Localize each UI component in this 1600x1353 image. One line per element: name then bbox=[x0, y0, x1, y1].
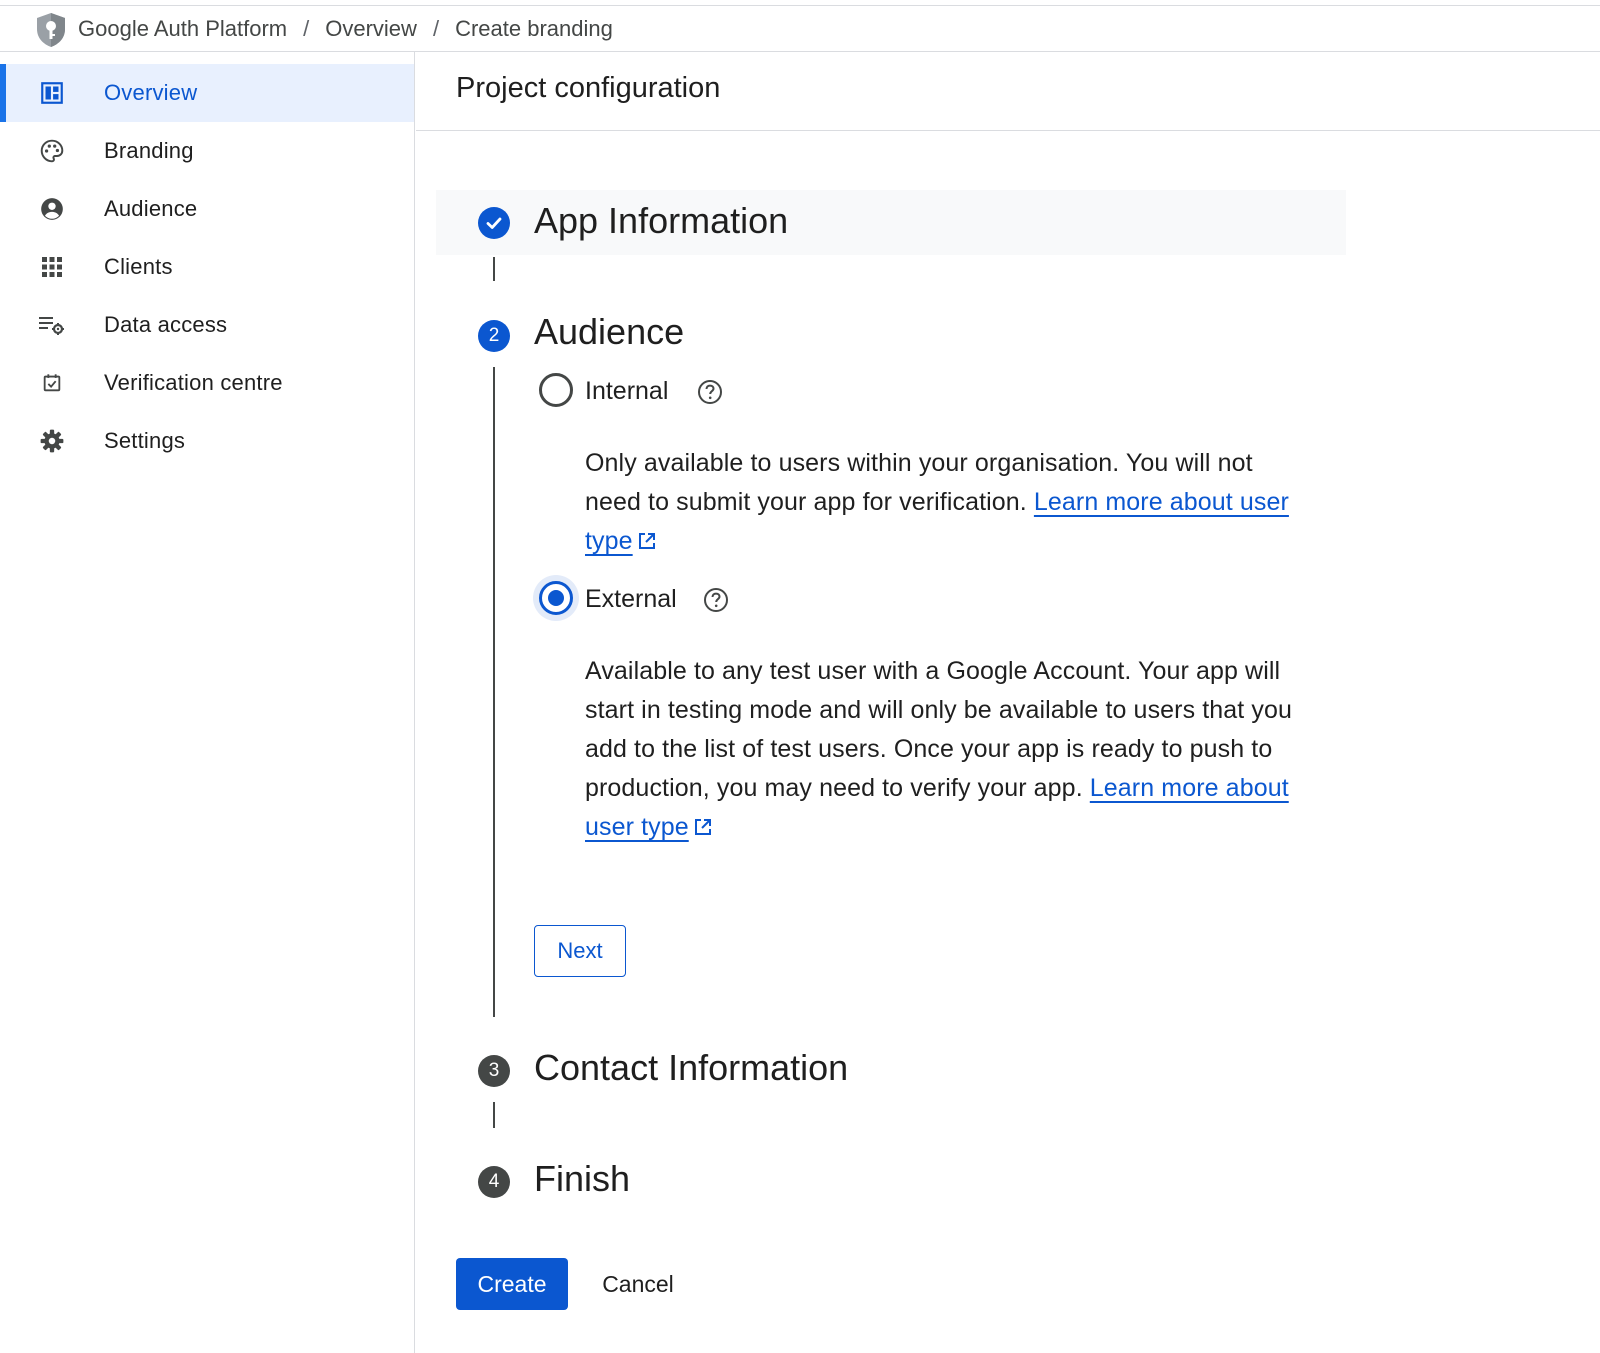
checkbox-icon bbox=[38, 369, 66, 397]
cancel-button[interactable]: Cancel bbox=[602, 1270, 674, 1297]
step-number-badge: 2 bbox=[478, 320, 510, 352]
breadcrumb bbox=[78, 6, 613, 52]
sidebar-item-audience[interactable] bbox=[0, 180, 414, 238]
header-bar bbox=[0, 6, 1600, 52]
external-option-label: External bbox=[585, 585, 677, 613]
sidebar-item-data-access[interactable] bbox=[0, 296, 414, 354]
learn-more-link[interactable]: Learn more about user type bbox=[585, 774, 1289, 841]
sidebar-item-label: Audience bbox=[104, 196, 198, 221]
sidebar-item-label: Overview bbox=[104, 80, 198, 105]
step-completed-check-icon bbox=[478, 207, 510, 239]
step-connector bbox=[493, 257, 495, 281]
sidebar-item-label: Branding bbox=[104, 138, 194, 163]
account-circle-icon bbox=[38, 195, 66, 223]
page-title: Project configuration bbox=[456, 72, 721, 104]
description-text: Only available to users within your organisation. You will not need to submit your app for verification. bbox=[585, 449, 1253, 516]
external-radio[interactable] bbox=[539, 581, 573, 615]
breadcrumb-separator: / bbox=[432, 16, 440, 41]
shield-key-icon bbox=[35, 12, 67, 48]
internal-radio[interactable] bbox=[539, 373, 573, 407]
sidebar-item-label: Verification centre bbox=[104, 370, 283, 395]
create-button[interactable]: Create bbox=[456, 1258, 568, 1310]
next-button[interactable]: Next bbox=[534, 925, 626, 977]
breadcrumb-separator: / bbox=[303, 16, 310, 41]
breadcrumb-item-overview[interactable]: Overview bbox=[325, 16, 417, 41]
sidebar-item-settings[interactable] bbox=[0, 412, 414, 470]
breadcrumb-item-current: Create branding bbox=[455, 16, 613, 41]
breadcrumb-item-platform[interactable]: Google Auth Platform bbox=[78, 16, 288, 41]
grid-icon bbox=[38, 253, 66, 281]
help-icon[interactable] bbox=[697, 379, 723, 405]
sidebar-item-branding[interactable] bbox=[0, 122, 414, 180]
palette-icon bbox=[38, 137, 66, 165]
external-link-icon bbox=[693, 817, 713, 837]
sidebar-item-overview[interactable] bbox=[0, 64, 414, 122]
step-title: App Information bbox=[534, 200, 789, 241]
step-connector bbox=[493, 367, 495, 1017]
description-text: Available to any test user with a Google Account. Your app will start in testing mode and will only be available to users that you add to the list of test users. Once your app is ready to push to production, you may need to verify your app. bbox=[585, 657, 1292, 802]
step-number-badge: 4 bbox=[478, 1166, 510, 1198]
step-connector bbox=[493, 1102, 495, 1128]
step-title: Finish bbox=[534, 1158, 631, 1199]
gear-icon bbox=[38, 427, 66, 455]
step-title: Contact Information bbox=[534, 1047, 849, 1088]
sidebar-item-label: Clients bbox=[104, 254, 173, 279]
learn-more-link[interactable]: Learn more about user type bbox=[585, 488, 1289, 555]
internal-description bbox=[585, 444, 1315, 561]
sidebar-item-label: Data access bbox=[104, 312, 228, 337]
external-link-icon bbox=[637, 531, 657, 551]
step-number-badge: 3 bbox=[478, 1055, 510, 1087]
sidebar-item-clients[interactable] bbox=[0, 238, 414, 296]
sidebar bbox=[0, 52, 415, 1353]
external-description bbox=[585, 652, 1315, 847]
list-settings-icon bbox=[38, 311, 66, 339]
page-header bbox=[416, 52, 1600, 131]
step-title: Audience bbox=[534, 311, 685, 352]
sidebar-item-verification-centre[interactable] bbox=[0, 354, 414, 412]
dashboard-icon bbox=[38, 79, 66, 107]
help-icon[interactable] bbox=[703, 587, 729, 613]
internal-option-label: Internal bbox=[585, 377, 669, 405]
sidebar-item-label: Settings bbox=[104, 428, 186, 453]
